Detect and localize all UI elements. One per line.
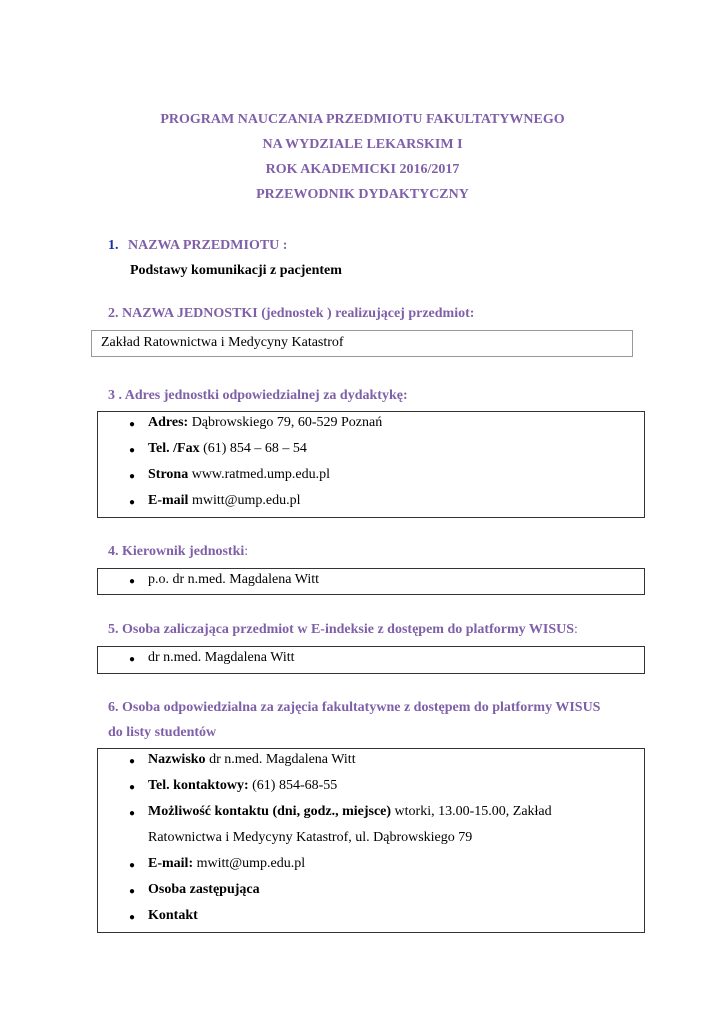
coordinator-email-value[interactable]: mwitt@ump.edu.pl — [193, 856, 306, 871]
section-1-heading — [108, 238, 287, 254]
coordinator-name-label: Nazwisko — [148, 752, 206, 767]
bullet-icon: ● — [129, 445, 136, 456]
bullet-icon: ● — [129, 419, 136, 430]
section-2-heading: 2. NAZWA JEDNOSTKI (jednostek ) realizującej przedmiot: — [108, 306, 475, 321]
contact-hours-label: Możliwość kontaktu (dni, godz., miejsce) — [148, 804, 392, 819]
section-1-title: NAZWA PRZEDMIOTU : — [128, 238, 288, 253]
coordinator-name-value: dr n.med. Magdalena Witt — [205, 752, 356, 767]
section-5-colon: : — [574, 622, 578, 637]
course-name: Podstawy komunikacji z pacjentem — [130, 263, 342, 278]
coordinator-phone-value: (61) 854-68-55 — [248, 778, 338, 793]
doc-title-line-4: PRZEWODNIK DYDAKTYCZNY — [256, 187, 469, 202]
address-box — [97, 411, 645, 518]
address-label: Adres: — [148, 415, 189, 430]
section-6-heading-line-2: do listy studentów — [108, 725, 217, 740]
grader-name: dr n.med. Magdalena Witt — [148, 650, 295, 665]
bullet-icon: ● — [129, 471, 136, 482]
unit-name: Zakład Ratownictwa i Medycyny Katastrof — [101, 335, 344, 350]
coordinator-phone-label: Tel. kontaktowy: — [148, 778, 249, 793]
head-box — [97, 568, 645, 595]
bullet-icon: ● — [129, 860, 136, 871]
bullet-icon: ● — [129, 497, 136, 508]
bullet-icon: ● — [129, 886, 136, 897]
substitute-label: Osoba zastępująca — [148, 882, 260, 897]
unit-box — [91, 330, 633, 357]
coordinator-box — [97, 748, 645, 933]
doc-title-line-3: ROK AKADEMICKI 2016/2017 — [265, 162, 460, 177]
website-label: Strona — [148, 467, 189, 482]
contact-hours-value: wtorki, 13.00-15.00, Zakład — [391, 804, 552, 819]
email-value[interactable]: mwitt@ump.edu.pl — [188, 493, 301, 508]
doc-title-line-2: NA WYDZIALE LEKARSKIM I — [262, 137, 463, 152]
section-4-heading — [108, 544, 248, 560]
phone-label: Tel. /Fax — [148, 441, 200, 456]
bullet-icon: ● — [129, 756, 136, 767]
contact-hours-value-continued: Ratownictwa i Medycyny Katastrof, ul. Dąbrowskiego 79 — [148, 830, 473, 845]
section-3-heading: 3 . Adres jednostki odpowiedzialnej za dydaktykę: — [108, 388, 408, 403]
section-1-number: 1. — [108, 238, 119, 253]
bullet-icon: ● — [129, 654, 136, 665]
email-label: E-mail — [148, 493, 189, 508]
grader-box — [97, 646, 645, 674]
address-value: Dąbrowskiego 79, 60-529 Poznań — [188, 415, 383, 430]
bullet-icon: ● — [129, 912, 136, 923]
contact-label: Kontakt — [148, 908, 198, 923]
section-5-heading — [108, 622, 578, 638]
coordinator-email-label: E-mail: — [148, 856, 194, 871]
bullet-icon: ● — [129, 576, 136, 587]
website-value[interactable]: www.ratmed.ump.edu.pl — [188, 467, 330, 482]
bullet-icon: ● — [129, 808, 136, 819]
bullet-icon: ● — [129, 782, 136, 793]
section-4-colon: : — [244, 544, 249, 559]
section-5-title: 5. Osoba zaliczająca przedmiot w E-indeksie z dostępem do platformy WISUS — [108, 622, 574, 637]
phone-value: (61) 854 – 68 – 54 — [199, 441, 307, 456]
doc-title-line-1: PROGRAM NAUCZANIA PRZEDMIOTU FAKULTATYWNEGO — [160, 112, 565, 127]
head-name: p.o. dr n.med. Magdalena Witt — [148, 572, 320, 587]
section-6-heading-line-1: 6. Osoba odpowiedzialna za zajęcia fakultatywne z dostępem do platformy WISUS — [108, 700, 601, 715]
section-4-title: 4. Kierownik jednostki — [108, 544, 245, 559]
